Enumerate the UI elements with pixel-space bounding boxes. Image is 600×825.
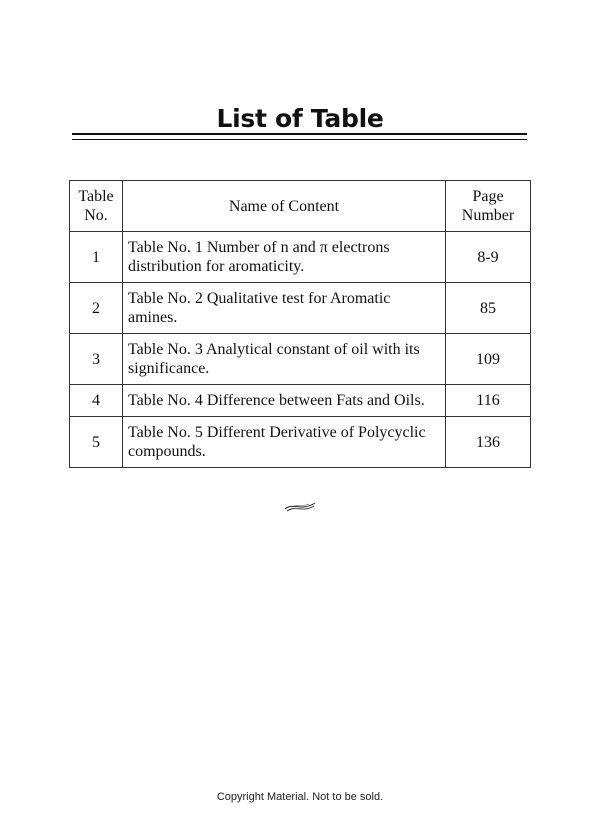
row-content-name: Table No. 3 Analytical constant of oil with its significance. <box>123 334 446 385</box>
header-page-number-line2: Number <box>461 207 515 224</box>
row-table-no: 3 <box>70 334 123 385</box>
row-page-number: 8-9 <box>446 232 531 283</box>
table-row <box>70 417 531 468</box>
header-page-number <box>446 181 531 232</box>
table-row <box>70 385 531 417</box>
header-table-no-line2: No. <box>84 207 108 224</box>
row-table-no: 5 <box>70 417 123 468</box>
table-row <box>70 232 531 283</box>
table-row <box>70 283 531 334</box>
row-page-number: 85 <box>446 283 531 334</box>
row-content-name: Table No. 2 Qualitative test for Aromatic amines. <box>123 283 446 334</box>
header-page-number-line1: Page <box>472 188 504 205</box>
row-table-no: 1 <box>70 232 123 283</box>
header-name-of-content: Name of Content <box>123 181 446 232</box>
table-row <box>70 334 531 385</box>
header-row <box>70 181 531 232</box>
page-title: List of Table <box>216 104 384 133</box>
title-rule-thick <box>72 133 527 135</box>
row-table-no: 2 <box>70 283 123 334</box>
table-header <box>70 181 531 232</box>
list-of-tables <box>69 180 531 468</box>
copyright-footer: Copyright Material. Not to be sold. <box>216 791 384 803</box>
table-body <box>70 232 531 468</box>
row-content-name: Table No. 1 Number of n and π electrons distribution for aromaticity. <box>123 232 446 283</box>
row-table-no: 4 <box>70 385 123 417</box>
header-table-no-line1: Table <box>78 188 114 205</box>
title-rule-thin <box>72 139 527 140</box>
row-page-number: 116 <box>446 385 531 417</box>
row-page-number: 136 <box>446 417 531 468</box>
header-table-no <box>70 181 123 232</box>
row-page-number: 109 <box>446 334 531 385</box>
row-content-name: Table No. 4 Difference between Fats and Oils. <box>123 385 446 417</box>
row-content-name: Table No. 5 Different Derivative of Polycyclic compounds. <box>123 417 446 468</box>
flourish-ornament-icon <box>283 498 317 514</box>
